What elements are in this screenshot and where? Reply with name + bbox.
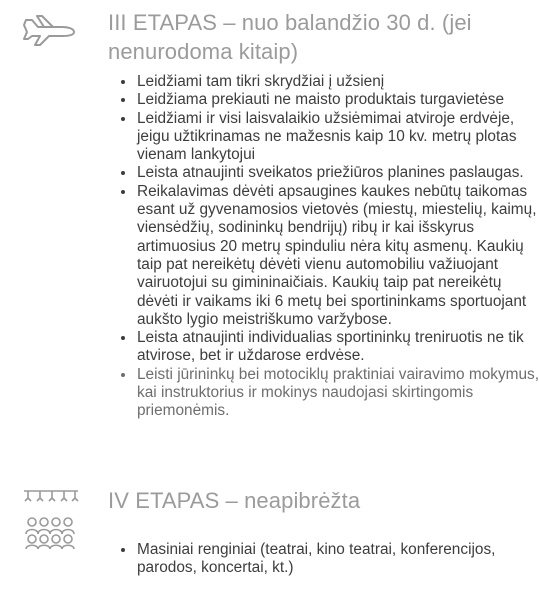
stage-3-list	[118, 73, 539, 421]
audience-icon	[22, 488, 80, 550]
list-item: • Leidžiami tam tikri skrydžiai į užsienį	[136, 73, 539, 91]
stage-4-list	[118, 541, 539, 578]
airplane-icon	[22, 8, 80, 48]
list-item: • Reikalavimas dėvėti apsaugines kaukes nebūtų taikomas esant už gyvenamosios vietovės (miestų, miestelių, kaimų, viensėdžių, sodininkų bendrijų) ribų ir kai išskyrus artimuosius 20 metrų spinduliu nėra kitų asmenų. Kaukių taip pat nereikėtų dėvėti vienu automobiliu važiuojant vairuotojui su gimininaičiais. Kaukių taip pat nereikėtų dėvėti ir vaikams iki 6 metų bei sportininkams sportuojant aukšto lygio meistriškumo varžybose.	[136, 183, 539, 329]
list-item: • Leidžiami ir visi laisvalaikio užsiėmimai atviroje erdvėje, jeigu užtikrinamas ne mažesnis kaip 10 kv. metrų plotas vienam lankytojui	[136, 110, 539, 165]
list-item: • Masiniai renginiai (teatrai, kino teatrai, konferencijos, parodos, koncertai, kt.)	[136, 541, 539, 578]
list-item: • Leidžiama prekiauti ne maisto produktais turgavietėse	[136, 91, 539, 109]
list-item: • Leista atnaujinti individualias sportininkų treniruotis ne tik atvirose, bet ir uždarose erdvėse.	[136, 329, 539, 366]
list-item: • Leisti jūrininkų bei motociklų praktiniai vairavimo mokymus, kai instruktorius ir mokinys naudojasi skirtingomis priemonėmis.	[136, 366, 539, 421]
stage-4-title: IV ETAPAS – neapibrėžta	[108, 488, 361, 513]
stage-3-title: III ETAPAS – nuo balandžio 30 d. (jei nenurodoma kitaip)	[108, 10, 472, 64]
list-item: • Leista atnaujinti sveikatos priežiūros planines paslaugas.	[136, 164, 539, 182]
